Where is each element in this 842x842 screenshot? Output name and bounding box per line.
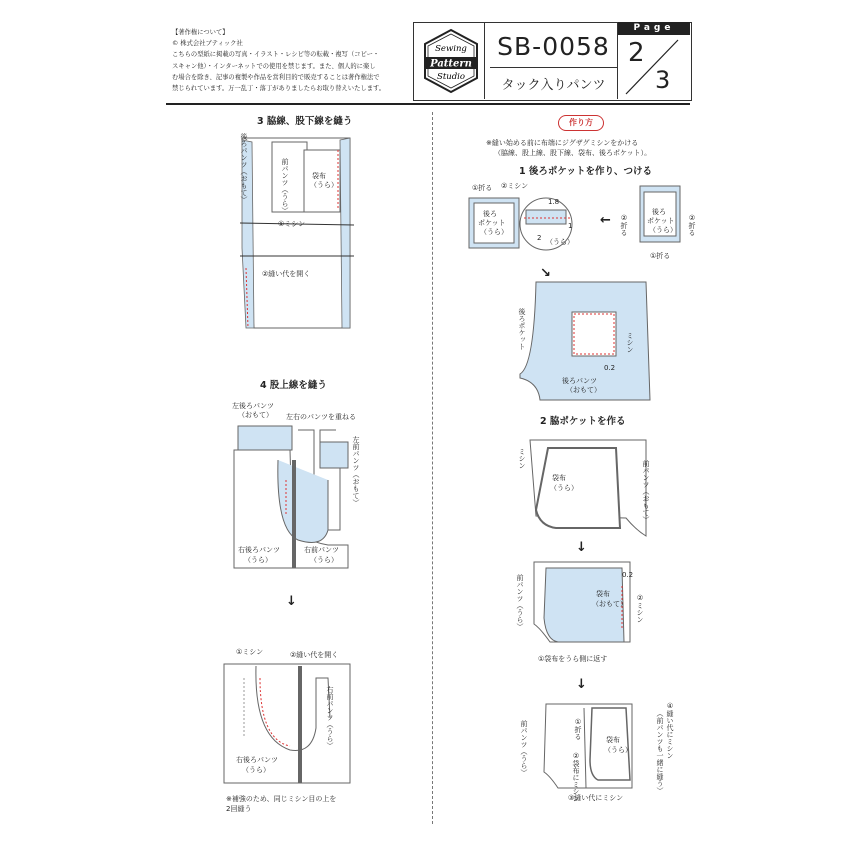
- page-label: Page: [618, 22, 690, 35]
- fold-label: ①折る: [574, 718, 582, 740]
- left-back-sub-label: （おもて）: [238, 411, 273, 419]
- overlap-label: 左右のパンツを重ねる: [286, 413, 356, 421]
- down-arrow-icon: ↓: [286, 594, 297, 609]
- measure-sub-label: （うら）: [546, 238, 574, 246]
- down-arrow-icon: ↓: [576, 540, 587, 555]
- front-pants-label: 前パンツ（おもて）: [642, 460, 650, 523]
- right-back-label: 右後ろパンツ: [236, 756, 278, 764]
- pocket-label: 袋布: [552, 474, 566, 482]
- divider: [484, 22, 485, 99]
- page-slash-icon: [618, 36, 690, 99]
- open-seam-label: ②縫い代を開く: [262, 270, 311, 278]
- step2-title: 2 脇ポケットを作る: [540, 416, 626, 427]
- note-line: ※補強のため、同じミシン目の上を: [226, 795, 337, 803]
- sew-label: ②ミシン: [636, 594, 644, 623]
- copyright-line: む場合を除き、記事の複製や作品を営利目的で販売することは著作権法で: [172, 73, 380, 81]
- intro-line: ※縫い始める前に布端にジグザグミシンをかける: [486, 139, 639, 147]
- measure-label: 0.2: [622, 571, 634, 579]
- pocket-label: ポケット: [478, 219, 506, 227]
- pocket-label: 袋布: [312, 172, 326, 180]
- copyright-line: こちらの型紙に掲載の写真・イラスト・レシピ等の転載・複写（コピー・: [172, 51, 380, 59]
- sewing-pattern-studio-logo: [420, 26, 482, 96]
- copyright-line: 禁じられています。万一乱丁・落丁がありましたらお取り替えいたします。: [172, 85, 386, 93]
- step4-title: 4 股上線を縫う: [260, 380, 327, 391]
- sewing-label: ミシン: [626, 332, 634, 353]
- back-pants-label: 後ろパンツ: [562, 377, 597, 385]
- pocket-label: 袋布: [606, 736, 620, 744]
- column-divider: [432, 112, 433, 824]
- back-pocket-label: 後ろポケット: [518, 308, 526, 350]
- back-pants-label: 後ろパンツ（おもて）: [240, 133, 248, 203]
- right-back-sub-label: （うら）: [244, 556, 272, 564]
- step3-title: 3 脇線、股下線を縫う: [257, 116, 353, 127]
- copyright-notice: [172, 27, 412, 94]
- fold-label: ①折る: [472, 184, 493, 192]
- sew-seam-label: ④縫い代にミシン: [666, 702, 674, 759]
- fold-label: ①折る: [650, 252, 671, 260]
- measure-label: 1.8: [548, 198, 560, 206]
- pocket-sub-label: （うら）: [604, 746, 632, 754]
- open-seam-label: ②縫い代を開く: [290, 651, 339, 659]
- pattern-code: SB-0058: [490, 25, 617, 68]
- front-pants-label: 前パンツ（うら）: [520, 720, 528, 776]
- front-pants-label: 前パンツ（うら）: [516, 574, 524, 630]
- page-current: 2: [628, 38, 645, 68]
- measure-label: 2: [537, 234, 542, 242]
- note-line: 2回縫う: [226, 805, 252, 813]
- fold-label: ②折る: [620, 214, 628, 236]
- sew-label: ②ミシン: [501, 182, 529, 190]
- fold-label: ②折る: [688, 214, 696, 236]
- pocket-label: 後ろ: [483, 210, 497, 218]
- step2-figure-a: [526, 436, 656, 542]
- right-front-label: 右前パンツ（うら）: [326, 686, 334, 749]
- sew-label: ①ミシン: [236, 648, 264, 656]
- step1-title: 1 後ろポケットを作り、つける: [519, 166, 652, 177]
- page-total: 3: [655, 66, 671, 94]
- pattern-title: タック入りパンツ: [501, 77, 606, 93]
- step3-figure: [232, 128, 362, 343]
- sew-seam-sub-label: （前パンツも一緒に縫う）: [656, 710, 664, 794]
- pocket-sub-label: （おもて）: [592, 600, 627, 608]
- sew-pocket-label: ②袋布にミシン: [572, 752, 580, 802]
- pocket-sub-label: （うら）: [649, 226, 677, 234]
- pocket-label: 袋布: [596, 590, 610, 598]
- sew-label: ①ミシン: [278, 220, 306, 228]
- pocket-sub-label: （うら）: [310, 181, 338, 189]
- front-pants-label: 前パンツ（うら）: [281, 158, 289, 214]
- sewing-label: ミシン: [518, 448, 526, 469]
- measure-label: 0.2: [604, 364, 616, 372]
- logo-text: Pattern: [430, 58, 472, 70]
- copyright-line: スキャン他）・インターネットでの使用を禁じます。また、個人的に楽し: [172, 62, 376, 70]
- left-front-label: 左前パンツ（おもて）: [352, 436, 360, 506]
- right-front-sub-label: （うら）: [310, 556, 338, 564]
- back-pants-sub-label: （おもて）: [566, 386, 601, 394]
- right-back-label: 右後ろパンツ: [238, 546, 280, 554]
- left-arrow-icon: ←: [600, 213, 611, 228]
- down-arrow-icon: ↘: [540, 266, 551, 281]
- measure-label: 1: [568, 222, 573, 230]
- pocket-sub-label: （うら）: [550, 484, 578, 492]
- pocket-label: 後ろ: [652, 208, 666, 216]
- pocket-sub-label: （うら）: [480, 228, 508, 236]
- right-front-label: 右前パンツ: [304, 546, 339, 554]
- instructions-badge: 作り方: [558, 115, 604, 131]
- copyright-company: © 株式会社ブティック社: [172, 40, 243, 48]
- pocket-label: ポケット: [647, 217, 675, 225]
- copyright-title: 【著作権について】: [172, 29, 229, 36]
- header-rule: [166, 103, 690, 105]
- down-arrow-icon: ↓: [576, 677, 587, 692]
- turn-pocket-label: ①袋布をうら側に返す: [538, 655, 608, 663]
- logo-text: Sewing: [435, 44, 467, 54]
- intro-line: （脇線、股上線、股下線、袋布、後ろポケット）。: [494, 149, 652, 157]
- logo-text: Studio: [437, 72, 465, 82]
- left-back-label: 左後ろパンツ: [232, 402, 274, 410]
- sew-seam-label: ③縫い代にミシン: [568, 794, 624, 802]
- right-back-sub-label: （うら）: [242, 766, 270, 774]
